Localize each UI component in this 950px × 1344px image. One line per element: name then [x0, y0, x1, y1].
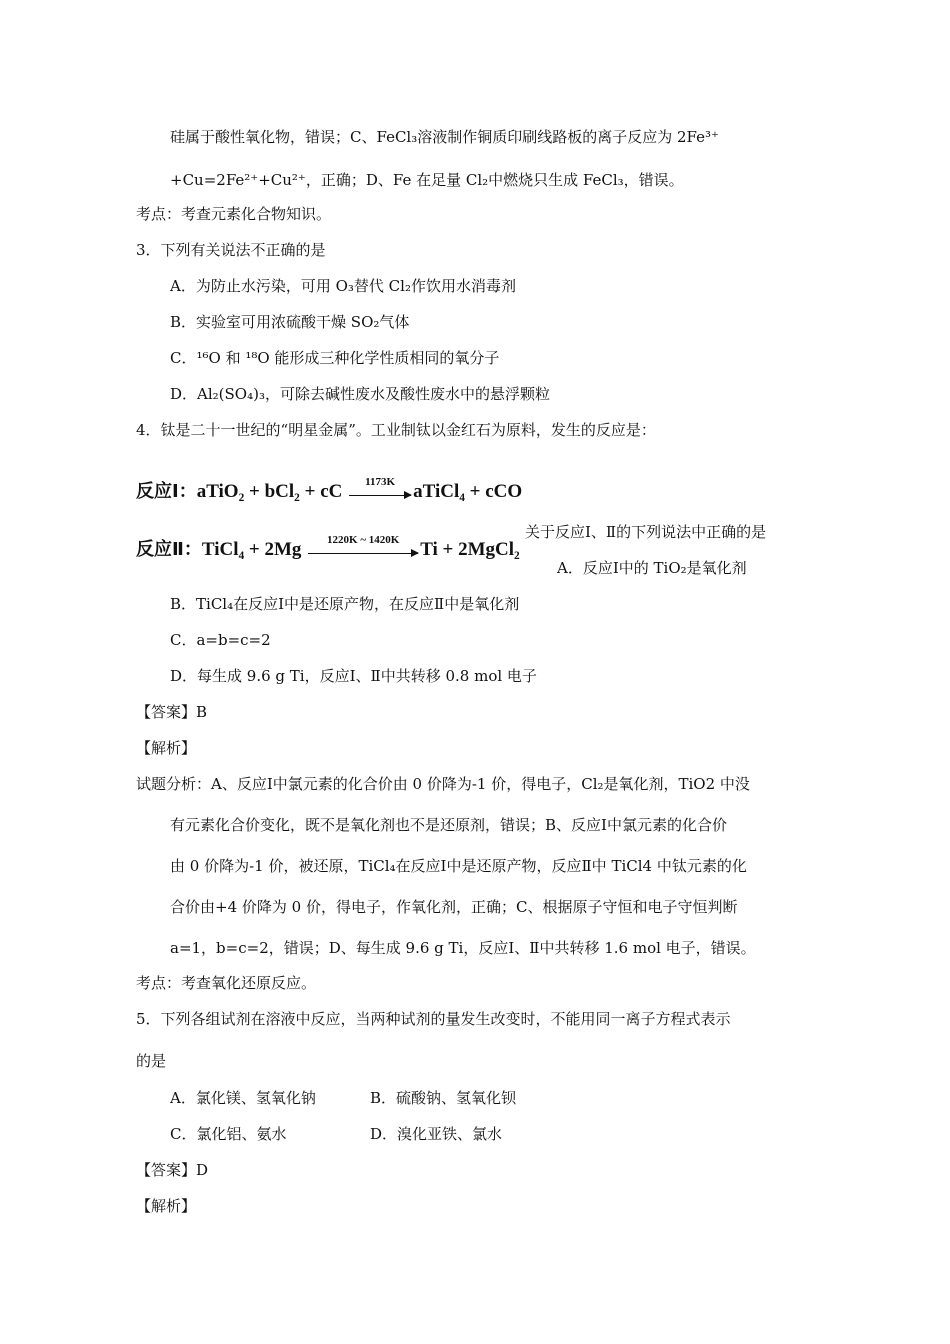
analysis-label: 【解析】 [136, 739, 197, 757]
analysis-label: 【解析】 [136, 1197, 197, 1215]
question-4-prompt: 关于反应Ⅰ、Ⅱ的下列说法中正确的是 [525, 523, 767, 541]
question-4-stem: 4．钛是二十一世纪的“明星金属”。工业制钛以金红石为原料，发生的反应是： [136, 421, 656, 439]
reaction-rhs: Ti + 2MgCl₂ [420, 539, 520, 560]
option-b: B．硫酸钠、氢氧化钡 [370, 1089, 517, 1107]
analysis-text: 由 0 价降为-1 价，被还原，TiCl₄在反应Ⅰ中是还原产物，反应Ⅱ中 TiCl4 中钛元素的化 [170, 857, 747, 875]
reaction-arrow [308, 533, 418, 555]
reaction-rhs: aTiCl₄ + cCO [413, 481, 523, 502]
analysis-text: a=1，b=c=2，错误；D、每生成 9.6 g Ti，反应Ⅰ、Ⅱ中共转移 1.6 mol 电子，错误。 [170, 939, 756, 957]
option-d: D．溴化亚铁、氯水 [370, 1125, 503, 1143]
answer-label: 【答案】B [136, 703, 208, 721]
option-b: B．实验室可用浓硫酸干燥 SO₂气体 [170, 313, 410, 331]
question-5-stem: 的是 [136, 1052, 167, 1070]
reaction-arrow [349, 475, 411, 497]
reaction-1-equation [136, 477, 522, 503]
reaction-label: 反应Ⅱ： [136, 539, 202, 560]
reaction-2-equation [136, 535, 520, 561]
answer-label: 【答案】D [136, 1161, 209, 1179]
reaction-condition: 1220K ~ 1420K [327, 533, 400, 546]
option-d: D．Al₂(SO₄)₃，可除去碱性废水及酸性废水中的悬浮颗粒 [170, 385, 550, 403]
analysis-text: 合价由+4 价降为 0 价，得电子，作氧化剂，正确；C、根据原子守恒和电子守恒判断 [170, 898, 738, 916]
option-c: C．氯化铝、氨水 [170, 1125, 287, 1143]
text-line: 硅属于酸性氧化物，错误；C、FeCl₃溶液制作铜质印刷线路板的离子反应为 2Fe³⁺ [170, 128, 719, 146]
analysis-text: 有元素化合价变化，既不是氧化剂也不是还原剂，错误；B、反应Ⅰ中氯元素的化合价 [170, 816, 727, 834]
text-line: 考点：考查氧化还原反应。 [136, 974, 317, 992]
option-d: D．每生成 9.6 g Ti，反应Ⅰ、Ⅱ中共转移 0.8 mol 电子 [170, 667, 537, 685]
option-a: A．为防止水污染，可用 O₃替代 Cl₂作饮用水消毒剂 [170, 277, 516, 295]
option-c: C．a=b=c=2 [170, 631, 271, 649]
analysis-text: 试题分析：A、反应Ⅰ中氯元素的化合价由 0 价降为-1 价，得电子，Cl₂是氧化剂，TiO2 中没 [136, 775, 750, 793]
option-c: C．¹⁶O 和 ¹⁸O 能形成三种化学性质相同的氧分子 [170, 349, 500, 367]
text-line: +Cu=2Fe²⁺+Cu²⁺，正确；D、Fe 在足量 Cl₂中燃烧只生成 FeCl₃，错误。 [170, 171, 684, 189]
option-a: A．氯化镁、氢氧化钠 [170, 1089, 316, 1107]
reaction-lhs: aTiO₂ + bCl₂ + cC [196, 481, 343, 502]
question-3-stem: 3．下列有关说法不正确的是 [136, 241, 326, 259]
text-line: 考点：考查元素化合物知识。 [136, 205, 332, 223]
reaction-label: 反应Ⅰ： [136, 481, 197, 502]
question-5-stem: 5．下列各组试剂在溶液中反应，当两种试剂的量发生改变时，不能用同一离子方程式表示 [136, 1010, 731, 1028]
option-a: A．反应Ⅰ中的 TiO₂是氧化剂 [557, 559, 747, 577]
option-b: B．TiCl₄在反应Ⅰ中是还原产物，在反应Ⅱ中是氧化剂 [170, 595, 520, 613]
reaction-condition: 1173K [365, 475, 396, 488]
reaction-lhs: TiCl₄ + 2Mg [201, 539, 302, 560]
